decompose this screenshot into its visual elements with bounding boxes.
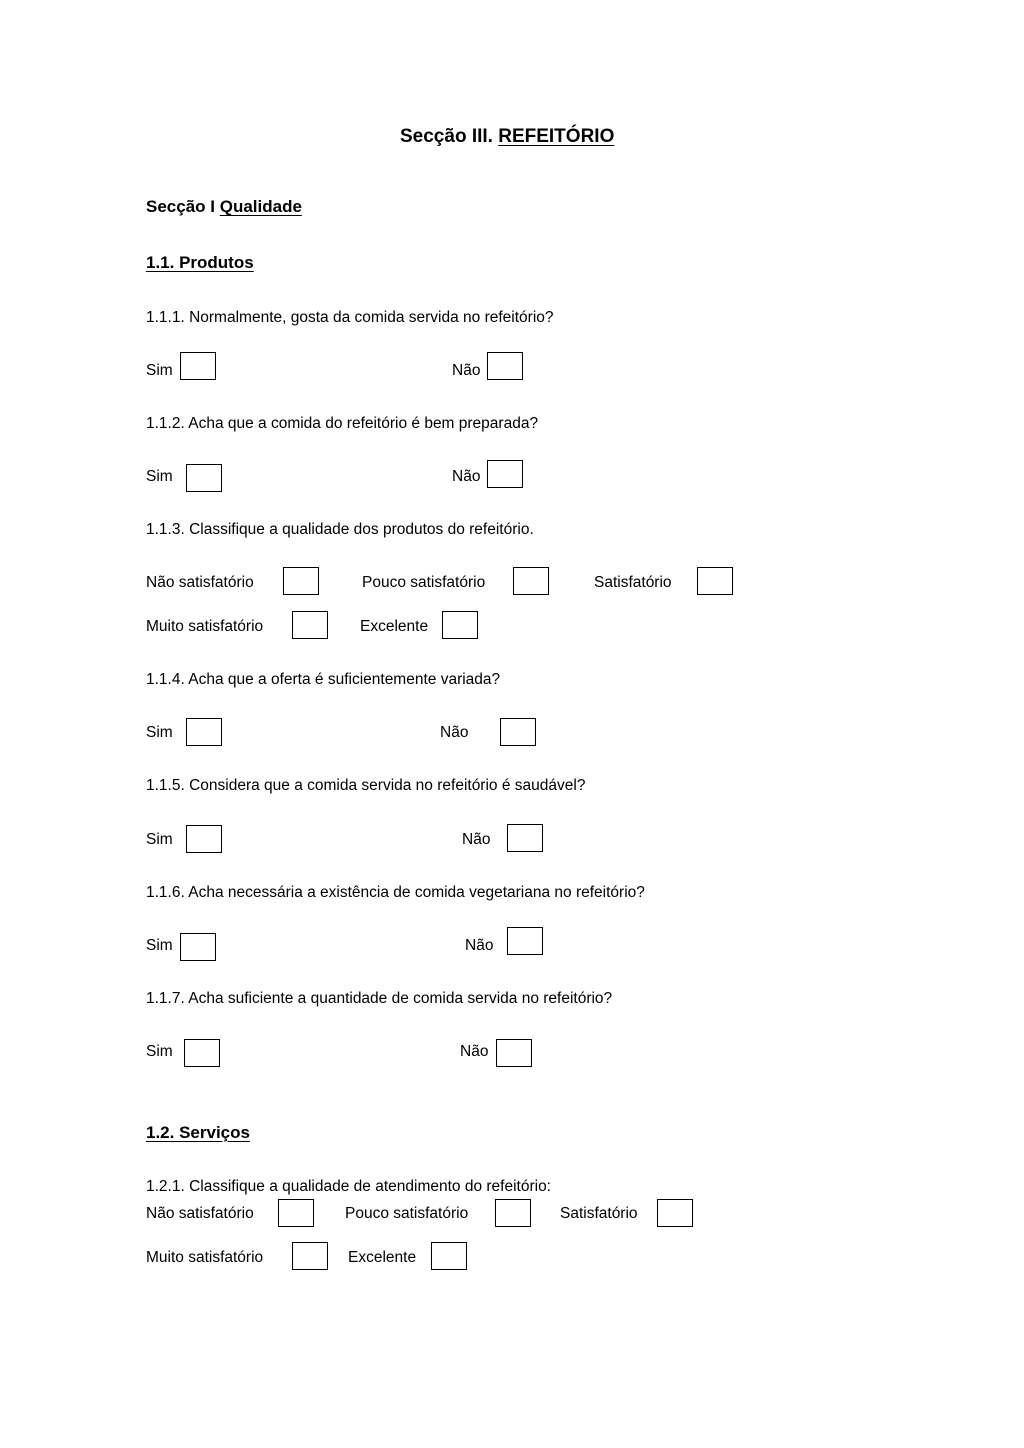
q121-option-checkbox[interactable] <box>495 1199 531 1227</box>
q115-no-label: Não <box>462 831 491 848</box>
q111-yes-label: Sim <box>146 362 173 379</box>
q112-yes-label: Sim <box>146 468 173 485</box>
q113-option-checkbox[interactable] <box>292 611 328 639</box>
q116-no-checkbox[interactable] <box>507 927 543 955</box>
question-1-1-2: 1.1.2. Acha que a comida do refeitório é bem preparada? <box>146 415 539 432</box>
q114-yes-checkbox[interactable] <box>186 718 222 746</box>
q113-option-label: Excelente <box>360 618 429 635</box>
q111-no-checkbox[interactable] <box>487 352 523 380</box>
q114-no-label: Não <box>440 724 469 741</box>
q114-no-checkbox[interactable] <box>500 718 536 746</box>
q113-option-checkbox[interactable] <box>513 567 549 595</box>
q121-option-label: Não satisfatório <box>146 1205 254 1222</box>
section-prefix: Secção I <box>146 197 215 216</box>
products-heading: 1.1. Produtos <box>146 253 254 272</box>
q121-option-label: Excelente <box>348 1249 417 1266</box>
title-name: REFEITÓRIO <box>498 126 615 147</box>
question-1-1-1: 1.1.1. Normalmente, gosta da comida servida no refeitório? <box>146 309 554 326</box>
section-name: Qualidade <box>219 197 302 216</box>
q113-option-label: Pouco satisfatório <box>362 574 486 591</box>
q113-option-label: Não satisfatório <box>146 574 254 591</box>
q121-option-label: Satisfatório <box>560 1205 638 1222</box>
q121-option-label: Pouco satisfatório <box>345 1205 469 1222</box>
q115-yes-label: Sim <box>146 831 173 848</box>
question-1-1-4: 1.1.4. Acha que a oferta é suficientemente variada? <box>146 671 501 688</box>
section-heading <box>146 198 302 215</box>
q121-option-label: Muito satisfatório <box>146 1249 264 1266</box>
question-1-1-5: 1.1.5. Considera que a comida servida no refeitório é saudável? <box>146 777 586 794</box>
services-heading: 1.2. Serviços <box>146 1123 250 1142</box>
q121-option-checkbox[interactable] <box>431 1242 467 1270</box>
q112-no-checkbox[interactable] <box>487 460 523 488</box>
q121-option-checkbox[interactable] <box>278 1199 314 1227</box>
q111-no-label: Não <box>452 362 481 379</box>
q117-no-checkbox[interactable] <box>496 1039 532 1067</box>
question-1-2-1: 1.2.1. Classifique a qualidade de atendimento do refeitório: <box>146 1178 551 1195</box>
q113-option-label: Satisfatório <box>594 574 672 591</box>
question-1-1-7: 1.1.7. Acha suficiente a quantidade de comida servida no refeitório? <box>146 990 613 1007</box>
q121-option-checkbox[interactable] <box>292 1242 328 1270</box>
title-prefix: Secção III. <box>400 126 493 147</box>
question-1-1-6: 1.1.6. Acha necessária a existência de comida vegetariana no refeitório? <box>146 884 645 901</box>
q112-yes-checkbox[interactable] <box>186 464 222 492</box>
q121-option-checkbox[interactable] <box>657 1199 693 1227</box>
q113-option-label: Muito satisfatório <box>146 618 264 635</box>
q117-yes-label: Sim <box>146 1043 173 1060</box>
q112-no-label: Não <box>452 468 481 485</box>
q113-option-checkbox[interactable] <box>283 567 319 595</box>
q115-no-checkbox[interactable] <box>507 824 543 852</box>
q117-yes-checkbox[interactable] <box>184 1039 220 1067</box>
q117-no-label: Não <box>460 1043 489 1060</box>
q115-yes-checkbox[interactable] <box>186 825 222 853</box>
q113-option-checkbox[interactable] <box>442 611 478 639</box>
q116-yes-checkbox[interactable] <box>180 933 216 961</box>
q113-option-checkbox[interactable] <box>697 567 733 595</box>
q114-yes-label: Sim <box>146 724 173 741</box>
page-title <box>400 127 614 146</box>
q116-yes-label: Sim <box>146 937 173 954</box>
q116-no-label: Não <box>465 937 494 954</box>
question-1-1-3: 1.1.3. Classifique a qualidade dos produtos do refeitório. <box>146 521 534 538</box>
q111-yes-checkbox[interactable] <box>180 352 216 380</box>
